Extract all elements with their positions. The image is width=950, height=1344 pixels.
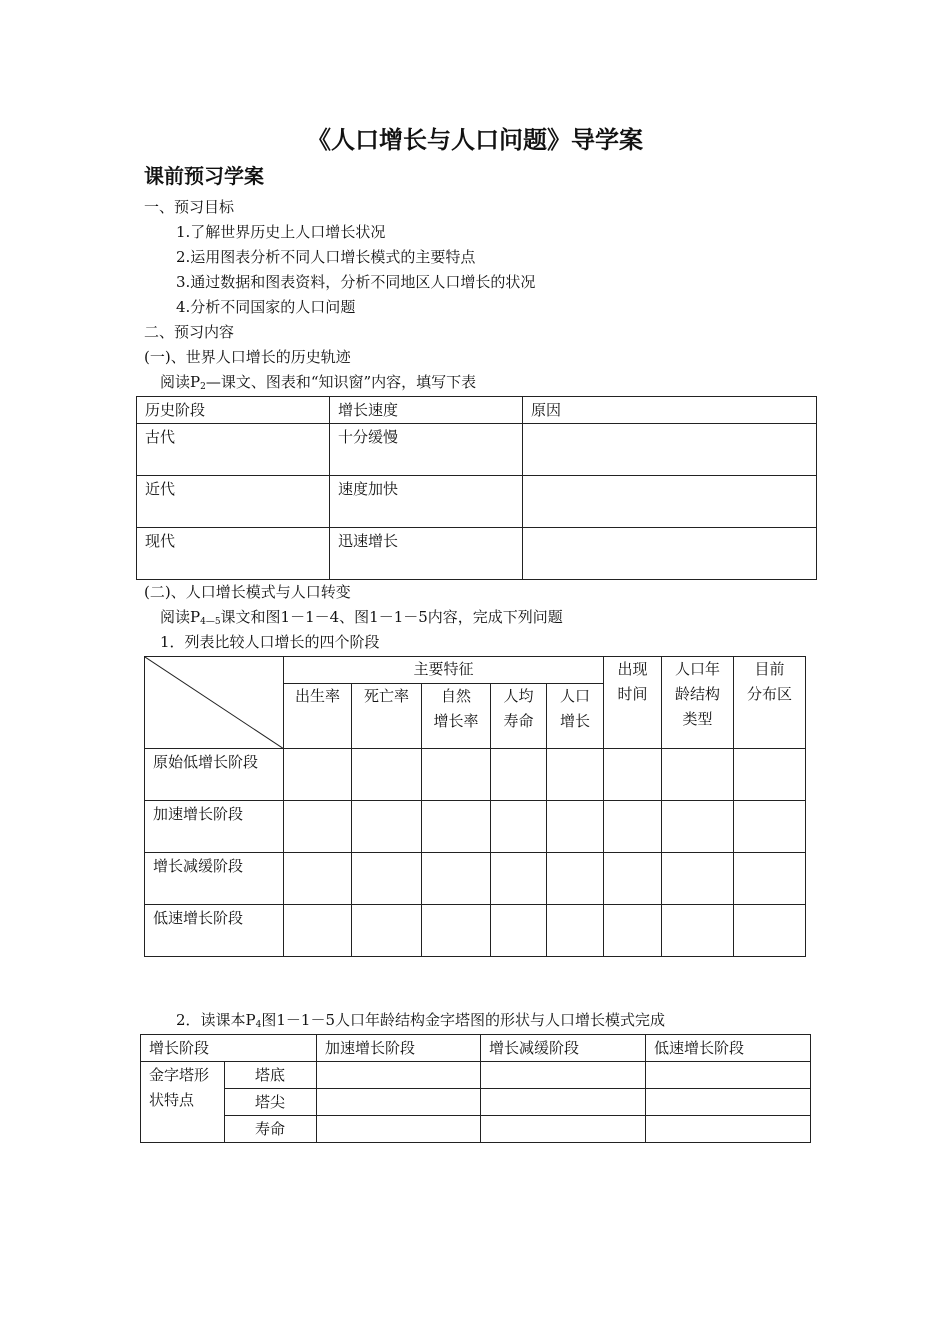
answer-cell[interactable] bbox=[481, 1116, 646, 1143]
answer-cell[interactable] bbox=[547, 801, 604, 853]
answer-cell[interactable] bbox=[523, 528, 817, 580]
part1-heading: (一)、世界人口增长的历史轨迹 bbox=[144, 348, 351, 366]
question-2: 2．读课本$P_4$图1－1－5人口年龄结构金字塔图的形状与人口增长模式完成 bbox=[176, 1011, 666, 1030]
answer-cell[interactable] bbox=[604, 801, 662, 853]
answer-cell[interactable] bbox=[284, 801, 352, 853]
table-cell: 古代 bbox=[137, 424, 330, 476]
answer-cell[interactable] bbox=[317, 1089, 481, 1116]
answer-cell[interactable] bbox=[352, 801, 422, 853]
answer-cell[interactable] bbox=[491, 801, 547, 853]
stage-row-label: 原始低增长阶段 bbox=[145, 749, 284, 801]
growth-stages-table bbox=[144, 656, 806, 957]
answer-cell[interactable] bbox=[662, 801, 734, 853]
feature-header: 死亡率 bbox=[352, 684, 422, 749]
feature-header: 出生率 bbox=[284, 684, 352, 749]
stage-row-label: 加速增长阶段 bbox=[145, 801, 284, 853]
goal-item: 1.了解世界历史上人口增长状况 bbox=[176, 223, 386, 241]
history-table bbox=[136, 396, 817, 580]
answer-cell[interactable] bbox=[422, 749, 491, 801]
table-cell: 速度加快 bbox=[330, 476, 523, 528]
answer-cell[interactable] bbox=[604, 905, 662, 957]
part2-instruction: 阅读$P_{4—5}$课文和图1－1－4、图1－1－5内容，完成下列问题 bbox=[160, 608, 563, 627]
answer-cell[interactable] bbox=[662, 749, 734, 801]
answer-cell[interactable] bbox=[491, 749, 547, 801]
section1-heading: 一、预习目标 bbox=[144, 198, 235, 216]
answer-cell[interactable] bbox=[547, 853, 604, 905]
stage-header: 低速增长阶段 bbox=[646, 1035, 811, 1062]
answer-cell[interactable] bbox=[547, 905, 604, 957]
answer-cell[interactable] bbox=[734, 801, 806, 853]
sub-row-label: 寿命 bbox=[225, 1116, 317, 1143]
stage-row-label: 增长减缓阶段 bbox=[145, 853, 284, 905]
stage-row-label: 低速增长阶段 bbox=[145, 905, 284, 957]
answer-cell[interactable] bbox=[646, 1089, 811, 1116]
answer-cell[interactable] bbox=[422, 801, 491, 853]
main-feature-header: 主要特征 bbox=[284, 657, 604, 684]
answer-cell[interactable] bbox=[523, 476, 817, 528]
pyramid-row-label: 金字塔形 状特点 bbox=[141, 1062, 225, 1143]
answer-cell[interactable] bbox=[422, 905, 491, 957]
age-structure-header: 人口年 龄结构 类型 bbox=[662, 657, 734, 749]
pyramid-table bbox=[140, 1034, 811, 1143]
feature-header: 人口 增长 bbox=[547, 684, 604, 749]
page-title: 《人口增长与人口问题》导学案 bbox=[307, 126, 643, 154]
answer-cell[interactable] bbox=[662, 905, 734, 957]
stage-label: 增长阶段 bbox=[141, 1035, 317, 1062]
answer-cell[interactable] bbox=[481, 1062, 646, 1089]
table-cell: 近代 bbox=[137, 476, 330, 528]
sub-row-label: 塔底 bbox=[225, 1062, 317, 1089]
table-cell: 十分缓慢 bbox=[330, 424, 523, 476]
answer-cell[interactable] bbox=[284, 749, 352, 801]
answer-cell[interactable] bbox=[646, 1062, 811, 1089]
appear-time-header: 出现 时间 bbox=[604, 657, 662, 749]
diagonal-line bbox=[145, 657, 284, 749]
answer-cell[interactable] bbox=[734, 853, 806, 905]
answer-cell[interactable] bbox=[317, 1062, 481, 1089]
answer-cell[interactable] bbox=[491, 905, 547, 957]
answer-cell[interactable] bbox=[734, 905, 806, 957]
answer-cell[interactable] bbox=[284, 853, 352, 905]
sub-row-label: 塔尖 bbox=[225, 1089, 317, 1116]
section-subtitle: 课前预习学案 bbox=[144, 164, 264, 188]
answer-cell[interactable] bbox=[284, 905, 352, 957]
feature-header: 自然 增长率 bbox=[422, 684, 491, 749]
answer-cell[interactable] bbox=[317, 1116, 481, 1143]
answer-cell[interactable] bbox=[523, 424, 817, 476]
table-cell: 现代 bbox=[137, 528, 330, 580]
answer-cell[interactable] bbox=[352, 905, 422, 957]
question-1: 1．列表比较人口增长的四个阶段 bbox=[160, 633, 380, 651]
feature-header: 人均 寿命 bbox=[491, 684, 547, 749]
part2-heading: (二)、人口增长模式与人口转变 bbox=[144, 583, 351, 601]
answer-cell[interactable] bbox=[547, 749, 604, 801]
goal-item: 2.运用图表分析不同人口增长模式的主要特点 bbox=[176, 248, 476, 266]
header-cell: 原因 bbox=[523, 397, 817, 424]
answer-cell[interactable] bbox=[604, 853, 662, 905]
stage-header: 增长减缓阶段 bbox=[481, 1035, 646, 1062]
header-cell: 历史阶段 bbox=[137, 397, 330, 424]
answer-cell[interactable] bbox=[646, 1116, 811, 1143]
goal-item: 4.分析不同国家的人口问题 bbox=[176, 298, 356, 316]
answer-cell[interactable] bbox=[422, 853, 491, 905]
answer-cell[interactable] bbox=[352, 749, 422, 801]
diagonal-header-cell bbox=[145, 657, 284, 749]
answer-cell[interactable] bbox=[491, 853, 547, 905]
answer-cell[interactable] bbox=[481, 1089, 646, 1116]
goal-item: 3.通过数据和图表资料，分析不同地区人口增长的状况 bbox=[176, 273, 536, 291]
header-cell: 增长速度 bbox=[330, 397, 523, 424]
answer-cell[interactable] bbox=[662, 853, 734, 905]
part1-instruction: 阅读$P_2—$课文、图表和“知识窗”内容，填写下表 bbox=[160, 373, 477, 392]
section2-heading: 二、预习内容 bbox=[144, 323, 235, 341]
stage-header: 加速增长阶段 bbox=[317, 1035, 481, 1062]
answer-cell[interactable] bbox=[352, 853, 422, 905]
table-cell: 迅速增长 bbox=[330, 528, 523, 580]
answer-cell[interactable] bbox=[734, 749, 806, 801]
answer-cell[interactable] bbox=[604, 749, 662, 801]
distribution-header: 目前 分布区 bbox=[734, 657, 806, 749]
